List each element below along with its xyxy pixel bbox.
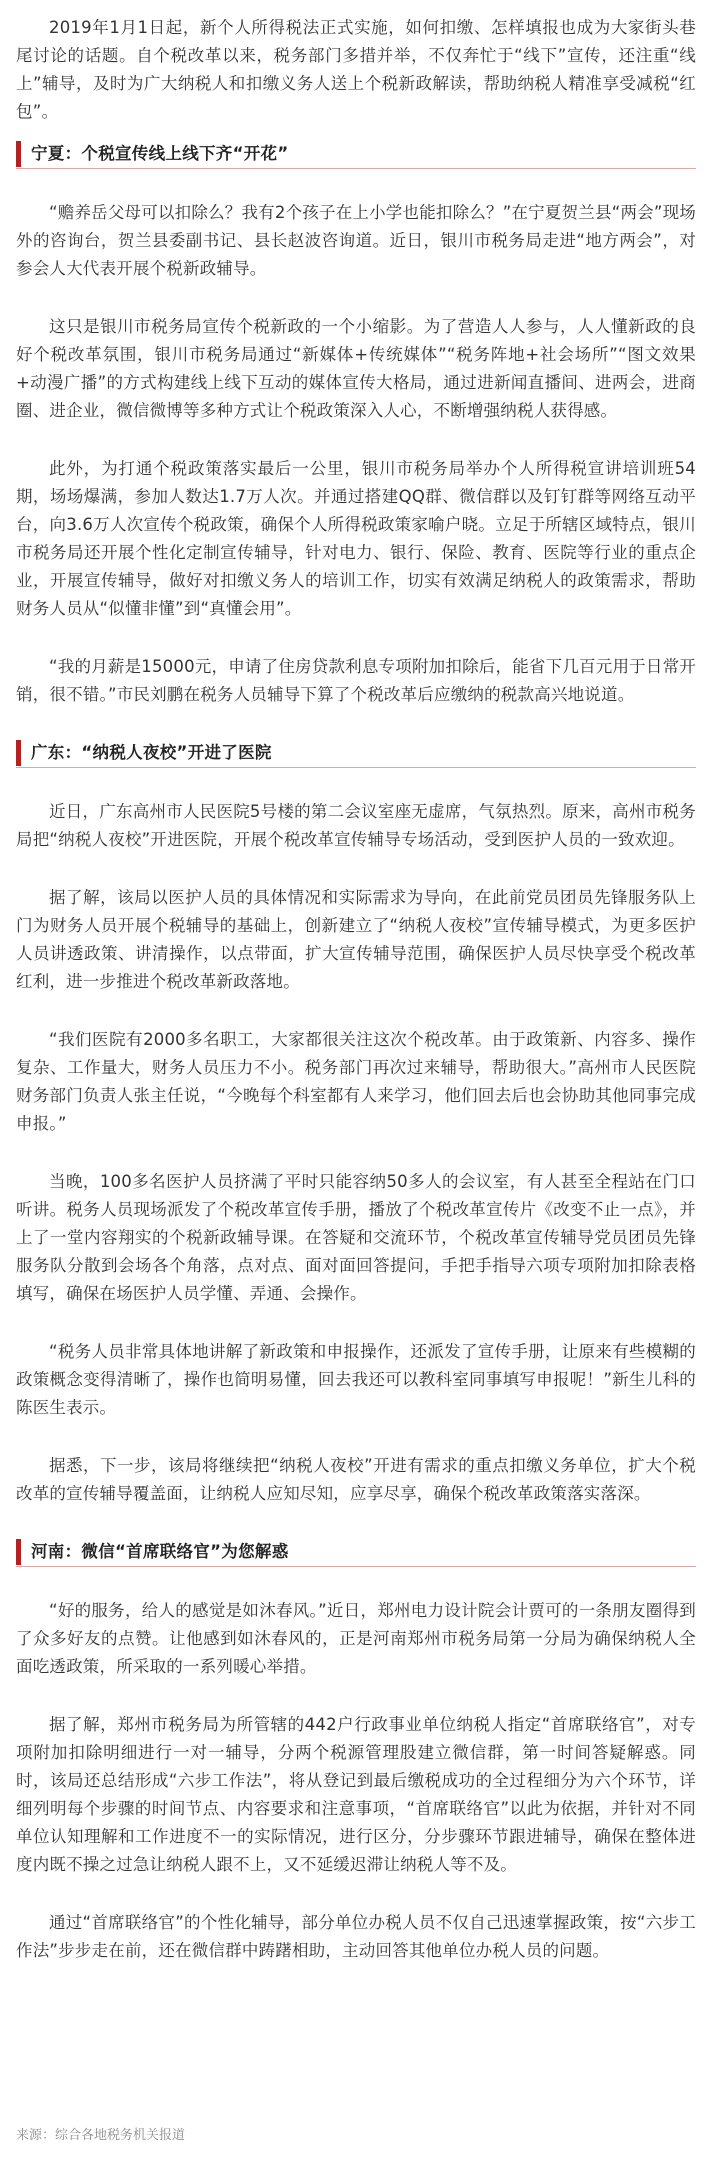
- paragraph: “我们医院有2000多名职工，大家都很关注这次个税改革。由于政策新、内容多、操作复杂、工作量大，财务人员压力不小。税务部门再次过来辅导，帮助很大。”高州市人民医院财务部门负责人张主任说，“今晚每个科室都有人来学习，他们回去后也会协助其他同事完成申报。”: [16, 1030, 696, 1133]
- paragraph: 据了解，郑州市税务局为所管辖的442户行政事业单位纳税人指定“首席联络官”，对专项附加扣除明细进行一对一辅导，分两个税源管理股建立微信群，第一时间答疑解惑。同时，该局还总结形成“六步工作法”，将从登记到最后缴税成功的全过程细分为六个环节，详细列明每个步骤的时间节点、内容要求和注意事项，“首席联络官”以此为依据，并针对不同单位认知理解和工作进度不一的实际情况，进行区分，分步骤环节跟进辅导，确保在整体进度内既不操之过急让纳税人跟不上，又不延缓迟滞让纳税人等不及。: [16, 1715, 696, 1874]
- paragraph: “赡养岳父母可以扣除么？我有2个孩子在上小学也能扣除么？”在宁夏贺兰县“两会”现场外的咨询台，贺兰县委副书记、县长赵波咨询道。近日，银川市税务局走进“地方两会”，对参会人大代表开展个税新政辅导。: [16, 203, 696, 278]
- paragraph: 据悉，下一步，该局将继续把“纳税人夜校”开进有需求的重点扣缴义务单位，扩大个税改革的宣传辅导覆盖面，让纳税人应知尽知，应享尽享，确保个税改革政策落实落深。: [16, 1456, 696, 1503]
- section-title: 宁夏：个税宣传线上线下齐“开花”: [31, 144, 289, 163]
- section-accent-bar: [16, 740, 21, 766]
- source-credit: 来源：综合各地税务机关报道: [16, 2128, 186, 2143]
- paragraph: 通过“首席联络官”的个性化辅导，部分单位办税人员不仅自己迅速掌握政策，按“六步工作法”步步走在前，还在微信群中踌躇相助，主动回答其他单位办税人员的问题。: [16, 1913, 696, 1960]
- section-title: 河南：微信“首席联络官”为您解惑: [31, 1542, 289, 1561]
- paragraph: 此外，为打通个税政策落实最后一公里，银川市税务局举办个人所得税宣讲培训班54期，场场爆满，参加人数达1.7万人次。并通过搭建QQ群、微信群以及钉钉群等网络互动平台，向3.6万人次宣传个税政策，确保个人所得税政策家喻户晓。立足于所辖区域特点，银川市税务局还开展个性化定制宣传辅导，针对电力、银行、保险、教育、医院等行业的重点企业，开展宣传辅导，做好对扣缴义务人的培训工作，切实有效满足纳税人的政策需求，帮助财务人员从“似懂非懂”到“真懂会用”。: [16, 459, 696, 618]
- section-accent-bar: [16, 141, 21, 167]
- paragraph: 据了解，该局以医护人员的具体情况和实际需求为导向，在此前党员团员先锋服务队上门为财务人员开展个税辅导的基础上，创新建立了“纳税人夜校”宣传辅导模式，为更多医护人员讲透政策、讲清操作，以点带面，扩大宣传辅导范围，确保医护人员尽快享受个税改革红利，进一步推进个税改革新政落地。: [16, 888, 696, 991]
- section-header-henan: [16, 1538, 696, 1567]
- paragraph: 近日，广东高州市人民医院5号楼的第二会议室座无虚席，气氛热烈。原来，高州市税务局把“纳税人夜校”开进医院，开展个税改革宣传辅导专场活动，受到医护人员的一致欢迎。: [16, 802, 696, 849]
- paragraph: “我的月薪是15000元，申请了住房贷款利息专项附加扣除后，能省下几百元用于日常开销，很不错。”市民刘鹏在税务人员辅导下算了个税改革后应缴纳的税款高兴地说道。: [16, 657, 696, 704]
- paragraph: 这只是银川市税务局宣传个税新政的一个小缩影。为了营造人人参与，人人懂新政的良好个税改革氛围，银川市税务局通过“新媒体+传统媒体”“税务阵地+社会场所”“图文效果+动漫广播”的方式构建线上线下互动的媒体宣传大格局，通过进新闻直播间、进两会，进商圈、进企业，微信微博等多种方式让个税政策深入人心，不断增强纳税人获得感。: [16, 317, 696, 420]
- paragraph: “税务人员非常具体地讲解了新政策和申报操作，还派发了宣传手册，让原来有些模糊的政策概念变得清晰了，操作也简明易懂，回去我还可以教科室同事填写申报呢！”新生儿科的陈医生表示。: [16, 1342, 696, 1417]
- section-header-ningxia: [16, 140, 696, 169]
- section-title: 广东：“纳税人夜校”开进了医院: [31, 743, 272, 762]
- intro-paragraph: 2019年1月1日起，新个人所得税法正式实施，如何扣缴、怎样填报也成为大家街头巷尾讨论的话题。自个税改革以来，税务部门多措并举，不仅奔忙于“线下”宣传，还注重“线上”辅导，及时为广大纳税人和扣缴义务人送上个税新政解读，帮助纳税人精准享受减税“红包”。: [16, 18, 696, 121]
- section-header-guangdong: [16, 739, 696, 768]
- paragraph: “好的服务，给人的感觉是如沐春风。”近日，郑州电力设计院会计贾可的一条朋友圈得到了众多好友的点赞。让他感到如沐春风的，正是河南郑州市税务局第一分局为确保纳税人全面吃透政策，所采取的一系列暖心举措。: [16, 1601, 696, 1676]
- paragraph: 当晚，100多名医护人员挤满了平时只能容纳50多人的会议室，有人甚至全程站在门口听讲。税务人员现场派发了个税改革宣传手册，播放了个税改革宣传片《改变不止一点》，并上了一堂内容翔实的个税新政辅导课。在答疑和交流环节，个税改革宣传辅导党员团员先锋服务队分散到会场各个角落，点对点、面对面回答提问，手把手指导六项专项附加扣除表格填写，确保在场医护人员学懂、弄通、会操作。: [16, 1172, 696, 1303]
- section-accent-bar: [16, 1539, 21, 1565]
